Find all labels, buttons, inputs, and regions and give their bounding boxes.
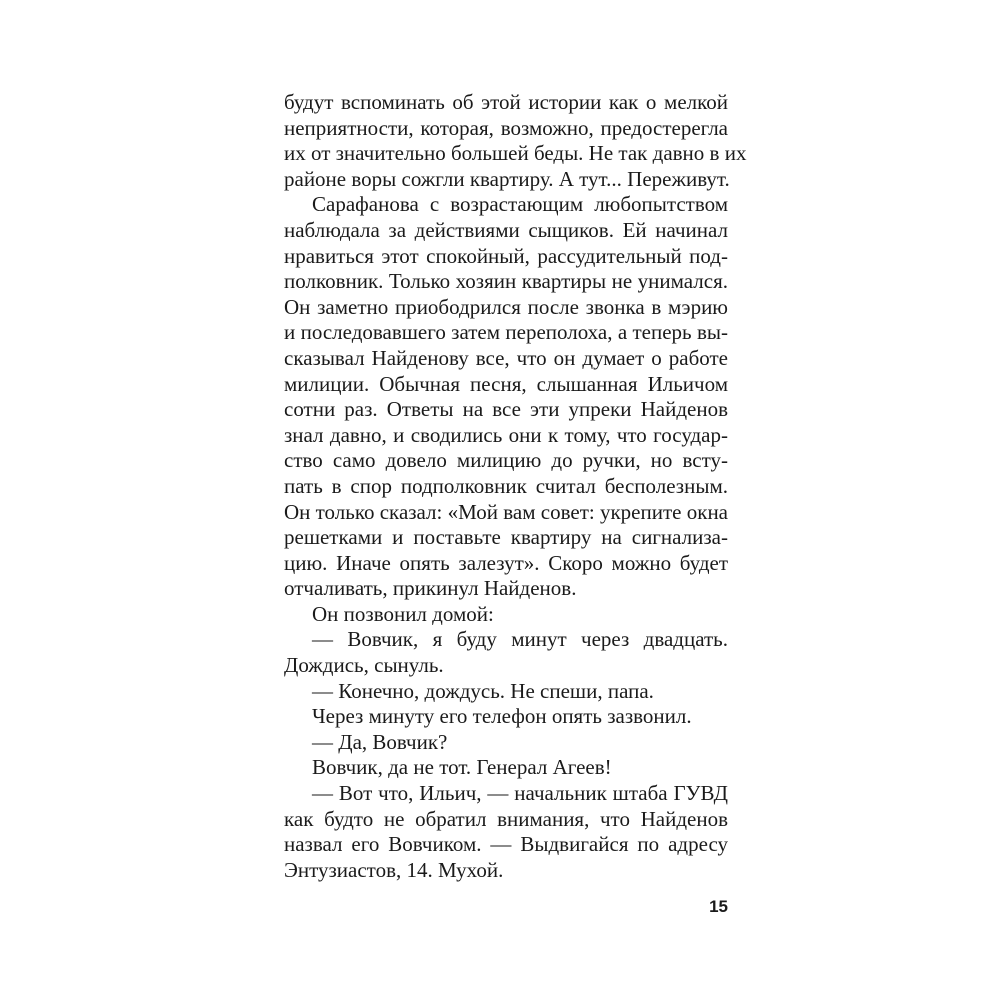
text-line: Сарафанова с возрастающим любопытством bbox=[312, 192, 728, 217]
text-line: назвал его Вовчиком. — Выдвигайся по адресу bbox=[284, 832, 728, 857]
text-line: наблюдала за действиями сыщиков. Ей начинал bbox=[284, 217, 728, 242]
text-line: нравиться этот спокойный, рассудительный под- bbox=[284, 243, 728, 268]
text-line: ство само довело милицию до ручки, но всту- bbox=[284, 448, 728, 473]
text-line: Дождись, сынуль. bbox=[284, 653, 444, 678]
text-line: Он только сказал: «Мой вам совет: укрепите окна bbox=[284, 499, 728, 524]
text-line: отчаливать, прикинул Найденов. bbox=[284, 576, 577, 601]
text-line: полковник. Только хозяин квартиры не унимался. bbox=[284, 269, 728, 294]
text-line: сотни раз. Ответы на все эти упреки Найденов bbox=[284, 397, 728, 422]
text-line: решетками и поставьте квартиру на сигнализа- bbox=[284, 525, 728, 550]
body-text bbox=[284, 90, 747, 883]
text-line: Вовчик, да не тот. Генерал Агеев! bbox=[312, 755, 612, 780]
text-line: милиции. Обычная песня, слышанная Ильичом bbox=[284, 371, 728, 396]
text-line: как будто не обратил внимания, что Найденов bbox=[284, 806, 728, 831]
text-line: Он заметно приободрился после звонка в мэрию bbox=[284, 294, 728, 319]
text-line: сказывал Найденову все, что он думает о работе bbox=[284, 345, 728, 370]
text-line: — Да, Вовчик? bbox=[312, 729, 448, 754]
text-line: — Конечно, дождусь. Не спеши, папа. bbox=[312, 678, 654, 703]
text-line: — Вот что, Ильич, — начальник штаба ГУВД bbox=[312, 781, 728, 806]
text-line: пать в спор подполковник считал бесполезным. bbox=[284, 473, 728, 498]
text-line: их от значительно большей беды. Не так давно в их bbox=[284, 141, 747, 166]
text-line: районе воры сожгли квартиру. А тут... Переживут. bbox=[284, 166, 730, 191]
text-line: Он позвонил домой: bbox=[312, 601, 494, 626]
text-line: Энтузиастов, 14. Мухой. bbox=[284, 857, 504, 882]
text-line: Через минуту его телефон опять зазвонил. bbox=[312, 704, 692, 729]
text-line: и последовавшего затем переполоха, а теперь вы- bbox=[284, 320, 728, 345]
text-line: цию. Иначе опять залезут». Скоро можно будет bbox=[284, 550, 728, 575]
text-line: знал давно, и сводились они к тому, что государ- bbox=[284, 422, 728, 447]
text-line: — Вовчик, я буду минут через двадцать. bbox=[312, 627, 728, 652]
page-number: 15 bbox=[709, 897, 728, 916]
text-line: неприятности, которая, возможно, предостерегла bbox=[284, 115, 728, 140]
text-line: будут вспоминать об этой истории как о мелкой bbox=[284, 90, 728, 114]
